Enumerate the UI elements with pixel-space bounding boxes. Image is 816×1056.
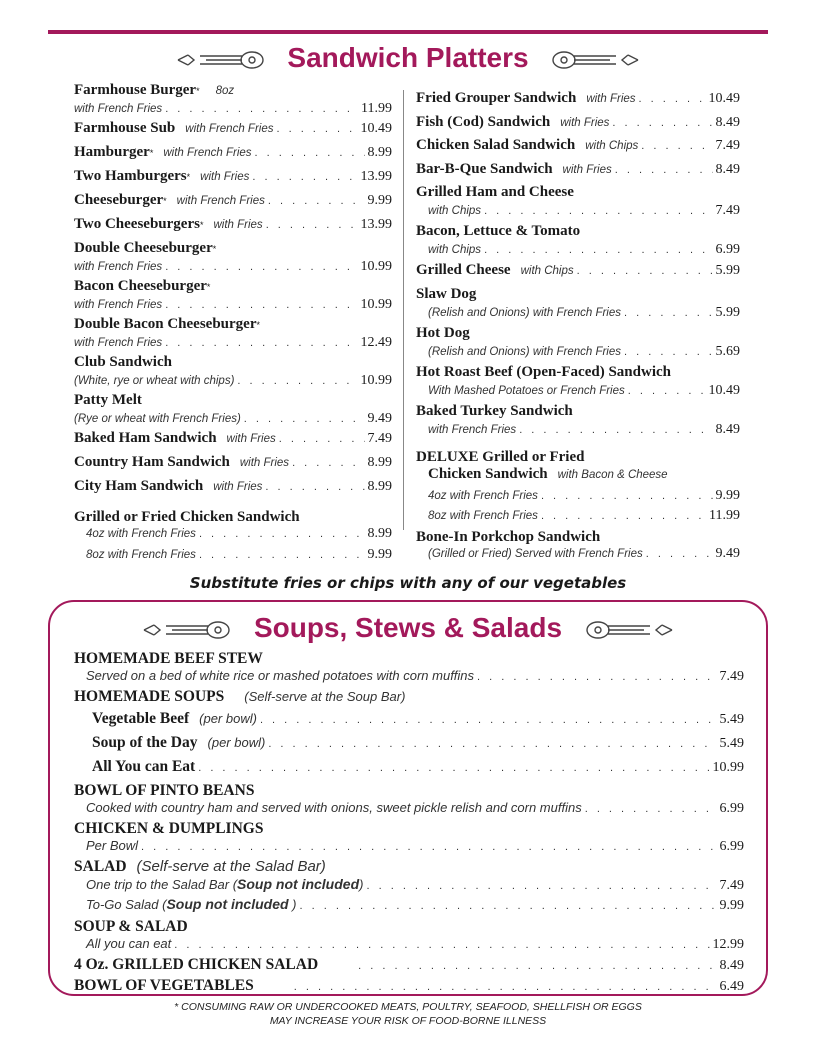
item-note: with Fries [213, 219, 263, 231]
leader-dots [165, 261, 357, 273]
item-name: Cheeseburger [74, 192, 164, 208]
right-flourish-icon [550, 49, 640, 71]
menu-item [74, 354, 392, 373]
menu-item-detail [416, 305, 740, 325]
item-note: with French Fries [428, 423, 517, 436]
item-price: 12.49 [360, 335, 392, 350]
item-note: (Rye or wheat with French Fries) [74, 413, 241, 425]
soups-list [74, 650, 744, 998]
item-price: 10.99 [360, 297, 392, 312]
leader-dots [174, 939, 709, 951]
leader-dots [585, 803, 717, 815]
menu-item-soup-of-day: Soup of the Day (per bowl) . . . 5.49 [74, 734, 744, 758]
leader-dots [198, 762, 709, 774]
item-price: 9.49 [367, 411, 392, 426]
item-price: 11.99 [361, 101, 392, 116]
menu-item-homemade-soups: HOMEMADE SOUPS (Self-serve at the Soup Bar) [74, 688, 406, 705]
menu-item [74, 478, 392, 502]
menu-item-detail [74, 411, 392, 430]
sandwich-title: Sandwich Platters [287, 42, 529, 73]
item-name: Country Ham Sandwich [74, 454, 230, 470]
menu-item-vegetables: BOWL OF VEGETABLES . . . 6.49 [74, 977, 744, 998]
asterisk: * [256, 320, 261, 330]
sandwich-title-row [0, 41, 816, 75]
leader-dots [141, 841, 716, 853]
item-price: 8.99 [367, 455, 392, 470]
item-name: Fried Grouper Sandwich [416, 90, 577, 106]
option-price: 9.99 [367, 547, 392, 562]
leader-dots [484, 205, 712, 217]
item-price: 10.99 [360, 373, 392, 388]
asterisk: * [163, 196, 167, 206]
menu-item-detail [74, 335, 392, 354]
item-note: With Mashed Potatoes or French Fries [428, 384, 625, 397]
item-note: with Fries [213, 481, 263, 493]
menu-item-porkchop [416, 528, 740, 546]
food-safety-disclaimer: * CONSUMING RAW OR UNDERCOOKED MEATS, POULTRY, SEAFOOD, SHELLFISH OR EGGS MAY INCREASE YOUR RISK OF FOOD-BORNE ILLNESS [174, 1001, 642, 1027]
item-note: with French Fries [74, 261, 163, 273]
item-price: 13.99 [360, 169, 392, 184]
leader-dots [519, 424, 712, 436]
item-name: City Ham Sandwich [74, 478, 204, 494]
leader-dots [639, 93, 706, 105]
menu-item-salad-one-trip: One trip to the Salad Bar (Soup not included) . . . 7.49 [74, 876, 744, 896]
leader-dots [484, 244, 712, 256]
item-note: with Chips [585, 140, 639, 152]
item-name: Double Bacon Cheeseburger [74, 316, 257, 332]
menu-item [416, 364, 740, 383]
item-price: 8.49 [715, 114, 740, 130]
menu-item-beef-stew: HOMEMADE BEEF STEW [74, 650, 263, 667]
menu-item-detail [416, 383, 740, 403]
leader-dots [541, 510, 706, 522]
item-note: with French Fries [74, 337, 163, 349]
menu-item [416, 137, 740, 161]
item-price: 7.49 [367, 431, 392, 446]
menu-item [416, 403, 740, 422]
item-note: with French Fries [163, 147, 252, 159]
leader-dots [624, 346, 712, 358]
item-price: 10.49 [360, 121, 392, 136]
menu-item-all-you-can-eat: All You can Eat . . . 10.99 [74, 758, 744, 782]
item-note: with Chips [428, 205, 482, 217]
leader-dots [641, 140, 712, 152]
item-name: Grilled Cheese [416, 262, 511, 278]
leader-dots [268, 195, 365, 207]
leader-dots [165, 103, 358, 115]
leader-dots [260, 714, 717, 726]
option-note: 4oz with French Fries [86, 528, 196, 540]
item-name: Farmhouse Sub [74, 120, 176, 136]
menu-item [74, 144, 392, 168]
leader-dots [624, 307, 712, 319]
menu-item-dumplings-detail: Per Bowl . . . 6.99 [74, 838, 744, 858]
item-name: Bar-B-Que Sandwich [416, 160, 553, 177]
item-price: 7.49 [715, 203, 740, 218]
item-price: 10.49 [708, 382, 740, 398]
menu-item-detail [74, 373, 392, 392]
asterisk: * [199, 220, 204, 230]
item-price: 9.99 [367, 193, 392, 208]
item-price: 10.99 [360, 259, 392, 274]
item-price: 6.99 [715, 242, 740, 257]
menu-item-soup-salad-detail: All you can eat . . . 12.99 [74, 936, 744, 956]
leader-dots [268, 738, 716, 750]
soups-title-row [0, 611, 816, 645]
top-rule [48, 30, 768, 34]
menu-item-deluxe-line2 [416, 466, 740, 488]
leader-dots [292, 457, 364, 469]
leader-dots [265, 481, 364, 493]
item-price: 8.49 [715, 161, 740, 177]
item-price: 13.99 [360, 217, 392, 232]
item-price: 7.49 [715, 138, 740, 153]
item-price: 5.99 [715, 263, 740, 278]
option-price: 9.99 [715, 487, 740, 503]
menu-item-dumplings: CHICKEN & DUMPLINGS [74, 820, 264, 837]
menu-item-option [74, 547, 392, 568]
item-name: Hot Roast Beef (Open-Faced) Sandwich [416, 363, 671, 380]
item-name: Slaw Dog [416, 285, 477, 302]
menu-item-salad: SALAD (Self-serve at the Salad Bar) [74, 858, 326, 875]
menu-item [74, 82, 392, 101]
asterisk: * [186, 172, 191, 182]
item-note: with Chips [520, 265, 574, 277]
menu-item [74, 168, 392, 192]
menu-item [416, 262, 740, 286]
leader-dots [628, 385, 706, 397]
item-name: Grilled or Fried Chicken Sandwich [74, 509, 300, 525]
item-note: with Fries [560, 116, 610, 129]
item-name: Grilled Ham and Cheese [416, 184, 574, 200]
item-price: 9.49 [715, 545, 740, 561]
item-note: with French Fries [74, 299, 163, 311]
item-name: Bone-In Porkchop Sandwich [416, 528, 601, 545]
column-divider [403, 90, 404, 530]
menu-item [416, 286, 740, 305]
item-name: Chicken Salad Sandwich [416, 137, 576, 153]
item-name: Two Cheeseburgers [74, 216, 200, 232]
menu-item-grilled-chicken [74, 502, 392, 526]
menu-item-detail [416, 344, 740, 364]
menu-item-beef-stew-detail: Served on a bed of white rice or mashed potatoes with corn muffins . . . 7.49 [74, 668, 744, 688]
leader-dots [612, 117, 712, 129]
item-note: (Relish and Onions) with French Fries [428, 306, 622, 319]
item-name: Bacon, Lettuce & Tomato [416, 223, 581, 239]
sandwich-right-column [416, 90, 740, 566]
item-price: 8.99 [367, 479, 392, 494]
item-price: 8.49 [715, 421, 740, 437]
menu-item-detail [416, 422, 740, 442]
menu-item-detail [416, 203, 740, 223]
menu-item [74, 392, 392, 411]
menu-item-option [416, 508, 740, 528]
item-name: Double Cheeseburger [74, 240, 213, 256]
leader-dots [266, 219, 358, 231]
item-note: with French Fries [185, 123, 274, 135]
option-price: 11.99 [709, 507, 740, 523]
leader-dots [237, 375, 357, 387]
menu-item [416, 325, 740, 344]
leader-dots [252, 171, 357, 183]
item-note: with French Fries [176, 195, 265, 207]
leader-dots [279, 433, 365, 445]
menu-item-deluxe [416, 442, 740, 466]
item-name: Patty Melt [74, 392, 142, 408]
menu-item-vegetable-beef: Vegetable Beef (per bowl) . . . 5.49 [74, 710, 744, 734]
item-note: with Chips [428, 244, 482, 256]
menu-item-option [74, 526, 392, 547]
menu-item [416, 114, 740, 138]
option-note: 4oz with French Fries [428, 489, 538, 502]
item-name: Chicken Sandwich [428, 465, 548, 482]
item-name: Baked Ham Sandwich [74, 430, 217, 446]
leader-dots [165, 299, 357, 311]
menu-item-salad-togo: To-Go Salad (Soup not included ) . . . 9.99 [74, 896, 744, 918]
item-note: with Fries [239, 457, 290, 469]
asterisk: * [212, 244, 217, 254]
asterisk: * [196, 86, 200, 96]
menu-item-detail [416, 242, 740, 262]
menu-item-detail [74, 101, 392, 120]
sandwich-left-column [74, 82, 392, 568]
leader-dots [244, 413, 365, 425]
item-price: 10.49 [708, 91, 740, 106]
item-note: with Fries [226, 433, 276, 445]
item-name: Fish (Cod) Sandwich [416, 113, 551, 130]
item-note: with Bacon & Cheese [557, 468, 668, 481]
menu-item [416, 90, 740, 114]
leader-dots [366, 880, 716, 892]
leader-dots [577, 265, 713, 277]
substitute-note: Substitute fries or chips with any of our vegetables [189, 574, 627, 592]
menu-item [74, 278, 392, 297]
menu-item-soup-salad: SOUP & SALAD [74, 918, 188, 935]
menu-item [416, 161, 740, 185]
item-name: Club Sandwich [74, 354, 172, 370]
item-price: 8.99 [367, 145, 392, 160]
leader-dots [255, 147, 365, 159]
item-name: Baked Turkey Sandwich [416, 402, 573, 419]
menu-item-detail [74, 259, 392, 278]
leader-dots [199, 549, 365, 561]
left-flourish-icon [176, 49, 266, 71]
item-note: (Grilled or Fried) Served with French Fries [428, 547, 643, 560]
soups-title: Soups, Stews & Salads [253, 612, 563, 643]
item-note: with French Fries [74, 103, 163, 115]
item-name: Bacon Cheeseburger [74, 278, 207, 294]
item-note: (Relish and Onions) with French Fries [428, 345, 622, 358]
option-note: 8oz with French Fries [86, 549, 196, 561]
menu-item [416, 223, 740, 242]
item-note: with Fries [562, 163, 612, 176]
menu-item-pinto-beans: BOWL OF PINTO BEANS [74, 782, 255, 799]
leader-dots [294, 981, 717, 993]
menu-item [416, 184, 740, 203]
item-note: (White, rye or wheat with chips) [74, 375, 235, 387]
leader-dots [165, 337, 357, 349]
option-note: 8oz with French Fries [428, 509, 538, 522]
leader-dots [276, 123, 357, 135]
item-size: 8oz [215, 85, 235, 97]
left-flourish-icon [142, 619, 232, 641]
item-name: Hamburger [74, 144, 150, 160]
menu-item [74, 430, 392, 454]
menu-item-grilled-chicken-salad: 4 Oz. GRILLED CHICKEN SALAD . . . 8.49 [74, 956, 744, 977]
leader-dots [199, 528, 365, 540]
option-price: 8.99 [367, 526, 392, 541]
menu-item [74, 454, 392, 478]
leader-dots [358, 960, 716, 972]
leader-dots [615, 164, 713, 176]
asterisk: * [206, 282, 211, 292]
menu-item-detail [74, 297, 392, 316]
item-name: Farmhouse Burger [74, 82, 197, 98]
leader-dots [300, 900, 717, 912]
menu-item [74, 240, 392, 259]
leader-dots [646, 548, 713, 560]
item-name: Hot Dog [416, 324, 470, 341]
menu-item-option [416, 488, 740, 508]
menu-item [74, 316, 392, 335]
menu-item-porkchop-detail [416, 546, 740, 566]
leader-dots [541, 490, 713, 502]
item-name: DELUXE Grilled or Fried [416, 448, 585, 465]
right-flourish-icon [584, 619, 674, 641]
menu-item-pinto-detail: Cooked with country ham and served with onions, sweet pickle relish and corn muffins . . . 6.99 [74, 800, 744, 820]
item-note: with Fries [200, 171, 250, 183]
item-price: 5.69 [715, 343, 740, 359]
menu-item [74, 192, 392, 216]
menu-item [74, 120, 392, 144]
menu-item [74, 216, 392, 240]
item-note: with Fries [586, 93, 636, 105]
item-price: 5.99 [715, 304, 740, 320]
leader-dots [477, 671, 716, 683]
item-name: Two Hamburgers [74, 168, 187, 184]
asterisk: * [149, 148, 154, 158]
